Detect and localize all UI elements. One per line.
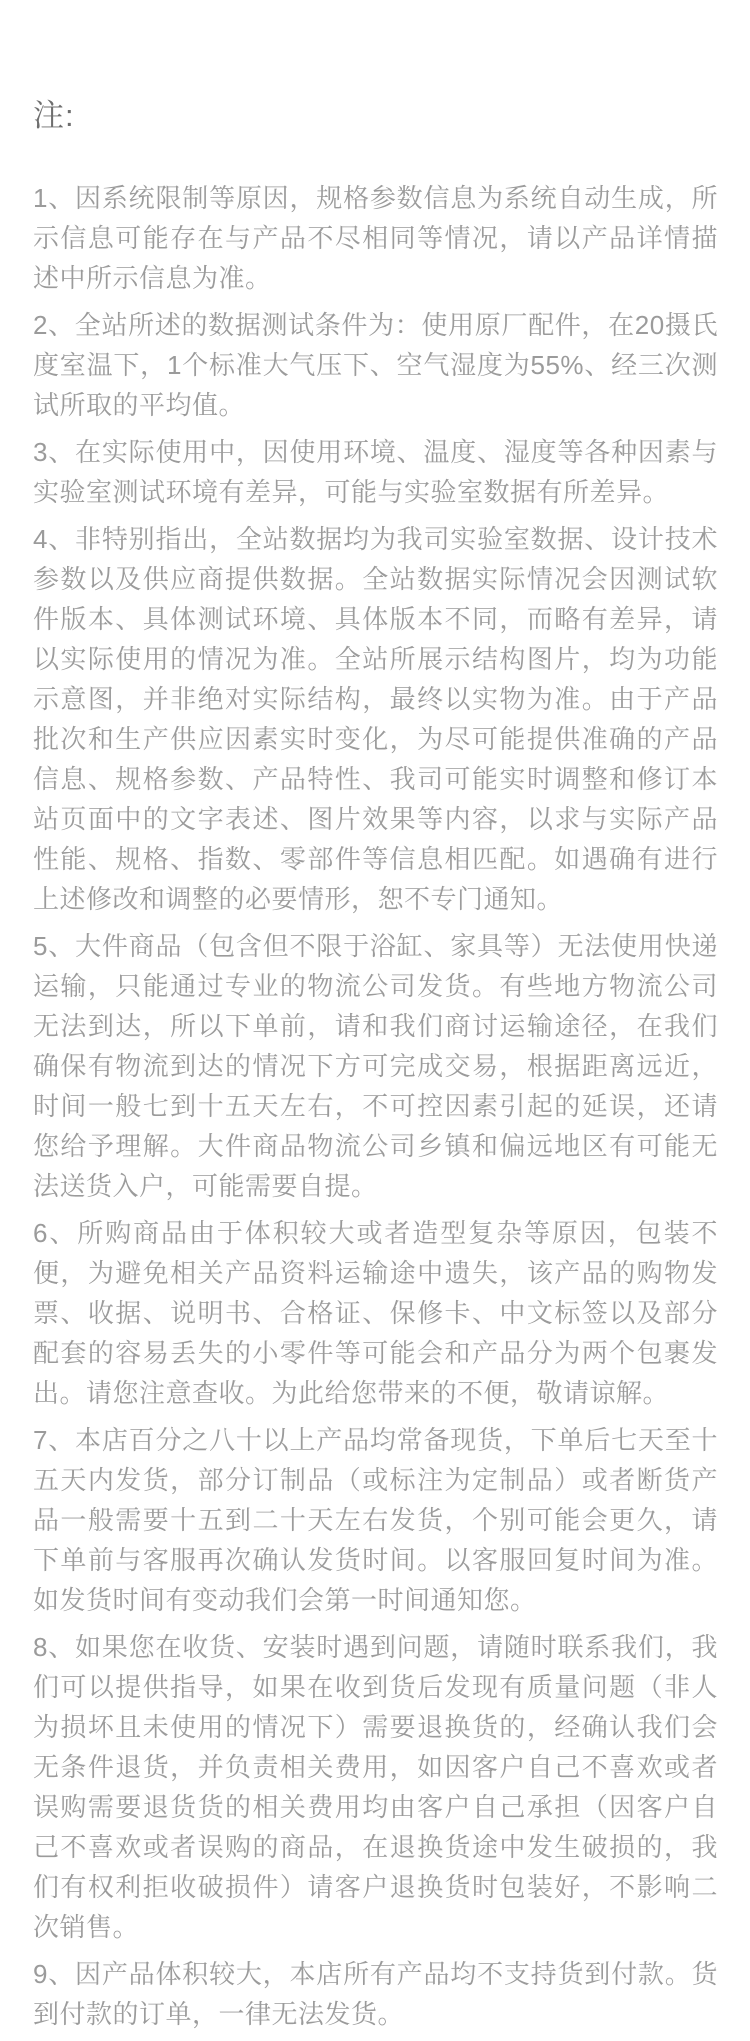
note-paragraph-9: 9、因产品体积较大，本店所有产品均不支持货到付款。货到付款的订单，一律无法发货。: [33, 1959, 718, 2029]
note-paragraph-2: 2、全站所述的数据测试条件为：使用原厂配件，在20摄氏度室温下，1个标准大气压下、空气湿度为55%、经三次测试所取的平均值。: [33, 310, 718, 420]
note-paragraph-1: 1、因系统限制等原因，规格参数信息为系统自动生成，所示信息可能存在与产品不尽相同等情况，请以产品详情描述中所示信息为准。: [33, 183, 718, 293]
notes-heading: 注:: [33, 98, 75, 133]
note-paragraph-6: 6、所购商品由于体积较大或者造型复杂等原因，包装不便，为避免相关产品资料运输途中遗失，该产品的购物发票、收据、说明书、合格证、保修卡、中文标签以及部分配套的容易丢失的小零件等可能会和产品分为两个包裹发出。请您注意查收。为此给您带来的不便，敬请谅解。: [33, 1218, 718, 1408]
note-paragraph-7: 7、本店百分之八十以上产品均常备现货，下单后七天至十五天内发货，部分订制品（或标注为定制品）或者断货产品一般需要十五到二十天左右发货，个别可能会更久，请下单前与客服再次确认发货时间。以客服回复时间为准。如发货时间有变动我们会第一时间通知您。: [33, 1425, 718, 1615]
note-paragraph-4: 4、非特别指出，全站数据均为我司实验室数据、设计技术参数以及供应商提供数据。全站数据实际情况会因测试软件版本、具体测试环境、具体版本不同，而略有差异，请以实际使用的情况为准。全站所展示结构图片，均为功能示意图，并非绝对实际结构，最终以实物为准。由于产品批次和生产供应因素实时变化，为尽可能提供准确的产品信息、规格参数、产品特性、我司可能实时调整和修订本站页面中的文字表述、图片效果等内容，以求与实际产品性能、规格、指数、零部件等信息相匹配。如遇确有进行上述修改和调整的必要情形，恕不专门通知。: [33, 524, 718, 914]
note-paragraph-5: 5、大件商品（包含但不限于浴缸、家具等）无法使用快递运输，只能通过专业的物流公司发货。有些地方物流公司无法到达，所以下单前，请和我们商讨运输途径，在我们确保有物流到达的情况下方可完成交易，根据距离远近，时间一般七到十五天左右，不可控因素引起的延误，还请您给予理解。大件商品物流公司乡镇和偏远地区有可能无法送货入户，可能需要自提。: [33, 931, 718, 1201]
note-paragraph-8: 8、如果您在收货、安装时遇到问题，请随时联系我们，我们可以提供指导，如果在收到货后发现有质量问题（非人为损坏且未使用的情况下）需要退换货的，经确认我们会无条件退货，并负责相关费用，如因客户自己不喜欢或者误购需要退货货的相关费用均由客户自己承担（因客户自己不喜欢或者误购的商品，在退换货途中发生破损的，我们有权利拒收破损件）请客户退换货时包装好，不影响二次销售。: [33, 1632, 718, 1942]
note-paragraph-3: 3、在实际使用中，因使用环境、温度、湿度等各种因素与实验室测试环境有差异，可能与实验室数据有所差异。: [33, 437, 718, 507]
